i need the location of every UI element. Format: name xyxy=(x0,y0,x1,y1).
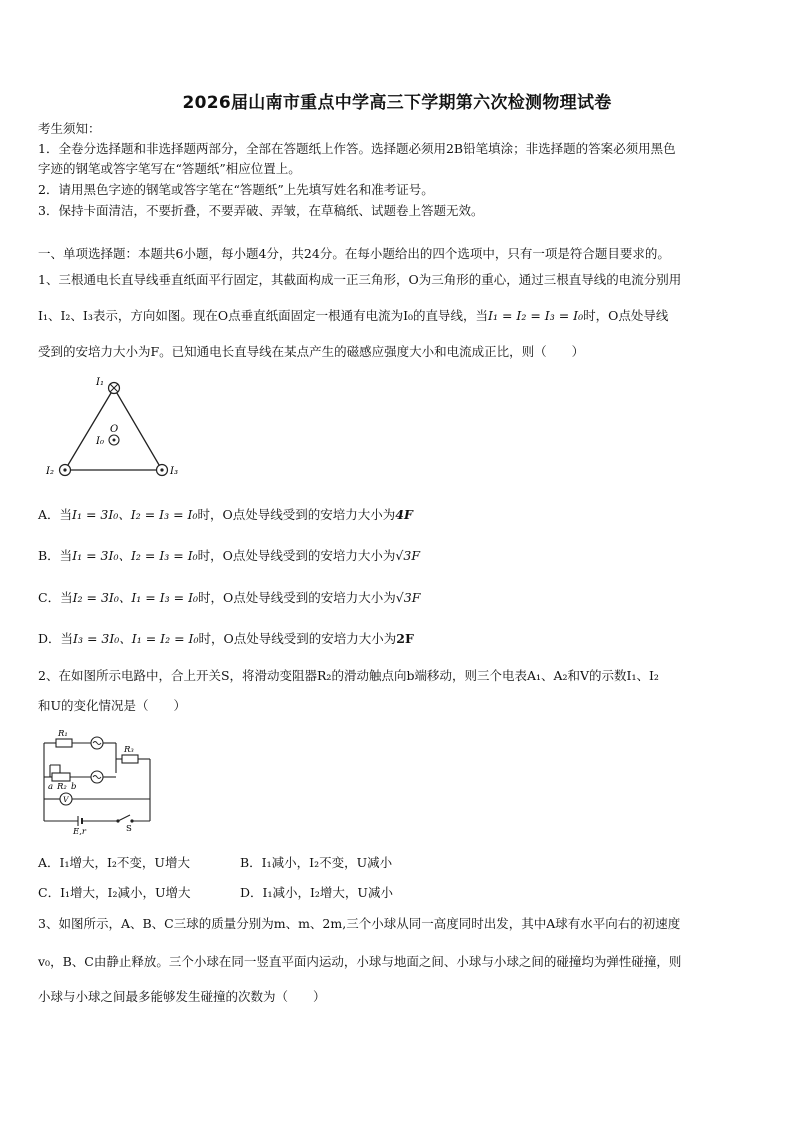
opt-a-prefix: A．当 xyxy=(38,507,73,522)
section-heading: 一、单项选择题：本题共6小题，每小题4分，共24分。在每小题给出的四个选项中，只有一项是符合题目要求的。 xyxy=(38,246,670,261)
notice-heading: 考生须知： xyxy=(38,121,101,136)
q2-option-d[interactable]: D．I₁减小，I₂增大，U减小 xyxy=(240,885,393,900)
opt-b-text: 时，O点处导线受到的安培力大小为 xyxy=(197,548,396,563)
rheostat-r2 xyxy=(52,773,70,781)
label-i1: I₁ xyxy=(96,377,104,388)
opt-c-text: 时，O点处导线受到的安培力大小为 xyxy=(198,590,396,605)
opt-a-text: 时，O点处导线受到的安培力大小为 xyxy=(197,507,396,522)
exam-title: 2026届山南市重点中学高三下学期第六次检测物理试卷 xyxy=(182,93,612,113)
opt-b-condition: I₁ = 3I₀、I₂ = I₃ = I₀ xyxy=(72,548,198,563)
opt-b-prefix: B．当 xyxy=(38,548,73,563)
q2-option-b[interactable]: B．I₁减小，I₂不变，U减小 xyxy=(240,855,393,870)
wire-i1-cross-icon xyxy=(109,383,120,394)
opt-c-condition: I₂ = 3I₀、I₁ = I₃ = I₀ xyxy=(72,590,199,605)
label-r3: R₃ xyxy=(124,745,134,755)
label-r2: R₂ xyxy=(57,782,67,792)
q1-line-1: 1、三根通电长直导线垂直纸面平行固定，其截面构成一正三角形，O为三角形的重心，通过三根直导线的电流分别用 xyxy=(38,272,682,287)
wire-i2-dot-icon xyxy=(60,465,71,476)
opt-d-answer: 2F xyxy=(396,631,414,646)
q1-line-3: 受到的安培力大小为F。已知通电长直导线在某点产生的磁感应强度大小和电流成正比，则（ ） xyxy=(38,344,585,359)
label-b: b xyxy=(71,782,77,792)
opt-a-condition: I₁ = 3I₀、I₂ = I₃ = I₀ xyxy=(72,507,198,522)
q1-line-2c: 时，O点处导线 xyxy=(583,308,669,323)
q1-triangle-figure xyxy=(38,372,198,484)
q3-line-3: 小球与小球之间最多能够发生碰撞的次数为（ ） xyxy=(38,989,326,1004)
opt-b-answer: √3F xyxy=(395,548,420,563)
q3-line-1: 3、如图所示，A、B、C三球的质量分别为m、m、2m,三个小球从同一高度同时出发，其中A球有水平向右的初速度 xyxy=(38,916,681,931)
opt-a-answer: 4F xyxy=(395,507,413,522)
label-o: O xyxy=(110,424,119,435)
label-er: E,r xyxy=(73,827,86,835)
q1-line-2a: I₁、I₂、I₃表示，方向如图。现在O点垂直纸面固定一根通有电流为I₀的直导线，当 xyxy=(38,308,489,323)
label-i0: I₀ xyxy=(96,436,104,447)
q1-condition: I₁ = I₂ = I₃ = I₀ xyxy=(488,308,584,323)
q2-line-1: 2、在如图所示电路中，合上开关S，将滑动变阻器R₂的滑动触点向b端移动，则三个电表A₁、A₂和V的示数I₁、I₂ xyxy=(38,668,659,683)
label-s: S xyxy=(126,824,132,834)
wire-i0-dot-icon xyxy=(109,435,119,445)
switch-contact-icon xyxy=(116,819,133,822)
q1-option-c[interactable] xyxy=(38,588,420,606)
label-a: a xyxy=(48,782,54,792)
opt-c-answer: √3F xyxy=(395,590,421,605)
notice-item-1-cont: 字迹的钢笔或答字笔写在“答题纸”相应位置上。 xyxy=(38,161,301,176)
notice-item-3: 3．保持卡面清洁，不要折叠，不要弄破、弄皱，在草稿纸、试题卷上答题无效。 xyxy=(38,203,484,218)
ammeter-a2-icon xyxy=(91,771,103,783)
label-v: V xyxy=(63,795,69,804)
q1-option-b[interactable] xyxy=(38,546,420,564)
q3-line-2: v₀，B、C由静止释放。三个小球在同一竖直平面内运动，小球与地面之间、小球与小球之间的碰撞均为弹性碰撞，则 xyxy=(38,954,682,969)
label-i3: I₃ xyxy=(170,466,178,477)
notice-item-2: 2．请用黑色字迹的钢笔或答字笔在“答题纸”上先填写姓名和准考证号。 xyxy=(38,182,434,197)
label-i2: I₂ xyxy=(46,466,54,477)
label-r1: R₁ xyxy=(58,729,68,739)
opt-d-condition: I₃ = 3I₀、I₁ = I₂ = I₀ xyxy=(73,631,199,646)
wire-i3-dot-icon xyxy=(157,465,168,476)
opt-d-prefix: D．当 xyxy=(38,631,74,646)
resistor-r3 xyxy=(122,755,138,763)
q2-line-2: 和U的变化情况是（ ） xyxy=(38,698,187,713)
q2-circuit-figure xyxy=(38,727,156,835)
q1-option-d[interactable] xyxy=(38,629,414,647)
notice-item-1: 1．全卷分选择题和非选择题两部分，全部在答题纸上作答。选择题必须用2B铅笔填涂；非选择题的答案必须用黑色 xyxy=(38,141,676,156)
q2-option-a[interactable]: A．I₁增大，I₂不变，U增大 xyxy=(38,855,190,870)
ammeter-a1-icon xyxy=(91,737,103,749)
opt-c-prefix: C．当 xyxy=(38,590,73,605)
opt-d-text: 时，O点处导线受到的安培力大小为 xyxy=(198,631,397,646)
resistor-r1 xyxy=(56,739,72,747)
q1-line-2 xyxy=(38,307,758,325)
q2-option-c[interactable]: C．I₁增大，I₂减小，U增大 xyxy=(38,885,191,900)
q1-option-a[interactable] xyxy=(38,505,413,523)
